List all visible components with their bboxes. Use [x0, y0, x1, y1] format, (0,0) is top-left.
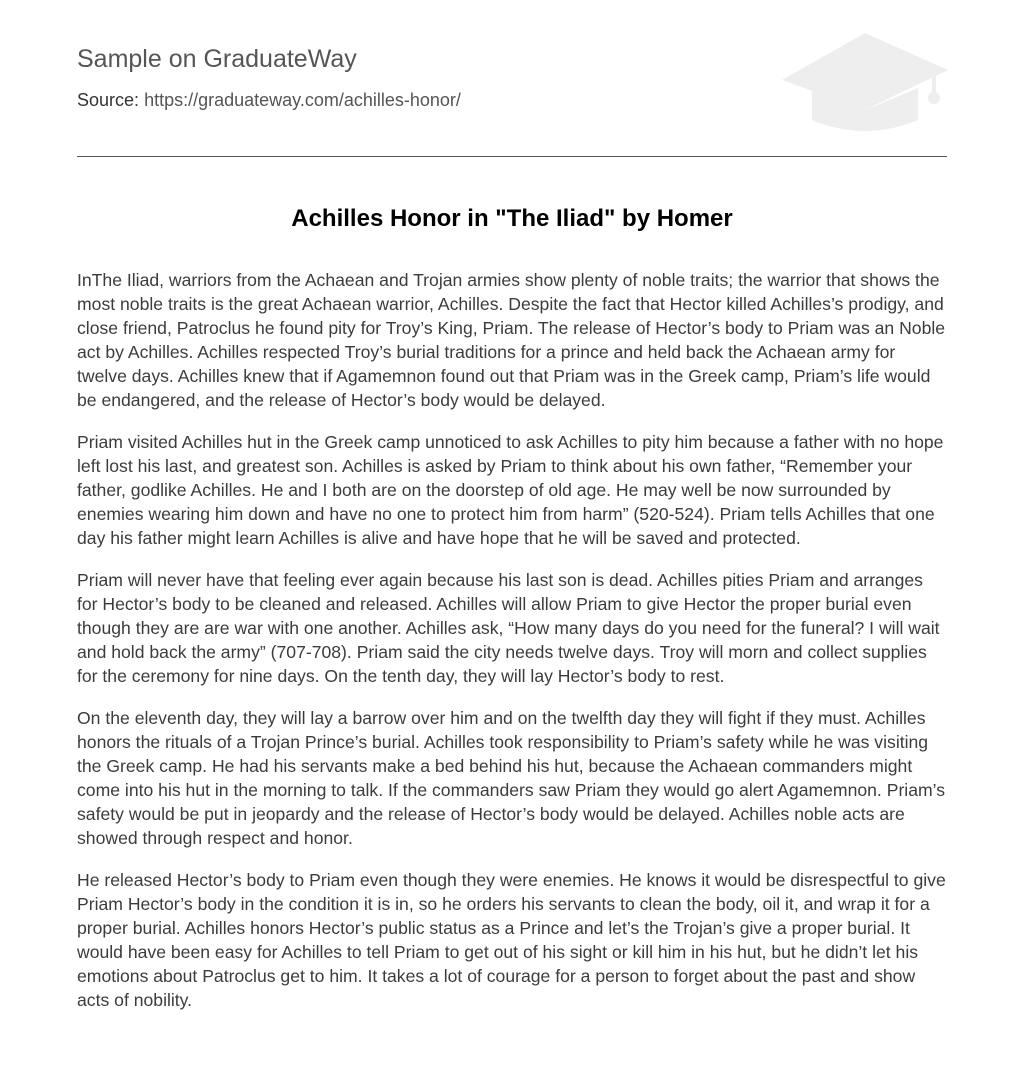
paragraph: InThe Iliad, warriors from the Achaean and Trojan armies show plenty of noble traits; the warrior that shows the most noble traits is the great Achaean warrior, Achilles. Despite the fact that Hector killed Achilles’s prodigy, and close friend, Patroclus he found pity for Troy’s King, Priam. The release of Hector’s body to Priam was an Noble act by Achilles. Achilles respected Troy’s burial traditions for a prince and held back the Achaean army for twelve days. Achilles knew that if Agamemnon found out that Priam was in the Greek camp, Priam’s life would be endangered, and the release of Hector’s body would be delayed.: [77, 270, 946, 410]
paragraph: Priam will never have that feeling ever again because his last son is dead. Achilles pities Priam and arranges for Hector’s body to be cleaned and released. Achilles will allow Priam to give Hector the proper burial even though they are are war with one another. Achilles ask, “How many days do you need for the funeral? I will wait and hold back the army” (707-708). Priam said the city needs twelve days. Troy will morn and collect supplies for the ceremony for nine days. On the tenth day, they will lay Hector’s body to rest.: [77, 570, 940, 686]
article-title: Achilles Honor in "The Iliad" by Homer: [291, 205, 733, 232]
cap-tassel: [928, 92, 940, 104]
page: [77, 0, 947, 1010]
cap-board: [782, 33, 948, 110]
source-label: Source:: [77, 90, 140, 110]
article-body: [77, 268, 947, 1030]
site-brand: Sample on GraduateWay: [77, 45, 357, 73]
paragraph: On the eleventh day, they will lay a barrow over him and on the twelfth day they will fight if they must. Achilles honors the rituals of a Trojan Prince’s burial. Achilles took responsibility to Priam’s safety while he was visiting the Greek camp. He had his servants make a bed behind his hut, because the Achaean commanders might come into his hut in the morning to talk. If the commanders saw Priam they would go alert Agamemnon. Priam’s safety would be put in jeopardy and the release of Hector’s body would be delayed. Achilles noble acts are showed through respect and honor.: [77, 708, 946, 848]
graduation-cap-icon: [782, 30, 948, 134]
header: [77, 0, 947, 157]
source-link[interactable]: https://graduateway.com/achilles-honor/: [144, 90, 461, 110]
source-line: [77, 89, 461, 111]
paragraph: Priam visited Achilles hut in the Greek camp unnoticed to ask Achilles to pity him because a father with no hope left lost his last, and greatest son. Achilles is asked by Priam to think about his own father, “Remember your father, godlike Achilles. He and I both are on the doorstep of old age. He may well be now surrounded by enemies wearing him down and have no one to protect him from harm” (520-524). Priam tells Achilles that one day his father might learn Achilles is alive and have hope that he will be saved and protected.: [77, 432, 944, 548]
paragraph: He released Hector’s body to Priam even though they were enemies. He knows it would be disrespectful to give Priam Hector’s body in the condition it is in, so he orders his servants to clean the body, oil it, and wrap it for a proper burial. Achilles honors Hector’s public status as a Prince and let’s the Trojan’s give a proper burial. It would have been easy for Achilles to tell Priam to get out of his sight or kill him in his hut, but he didn’t let his emotions about Patroclus get to him. It takes a lot of courage for a person to forget about the past and show acts of nobility.: [77, 870, 946, 1010]
